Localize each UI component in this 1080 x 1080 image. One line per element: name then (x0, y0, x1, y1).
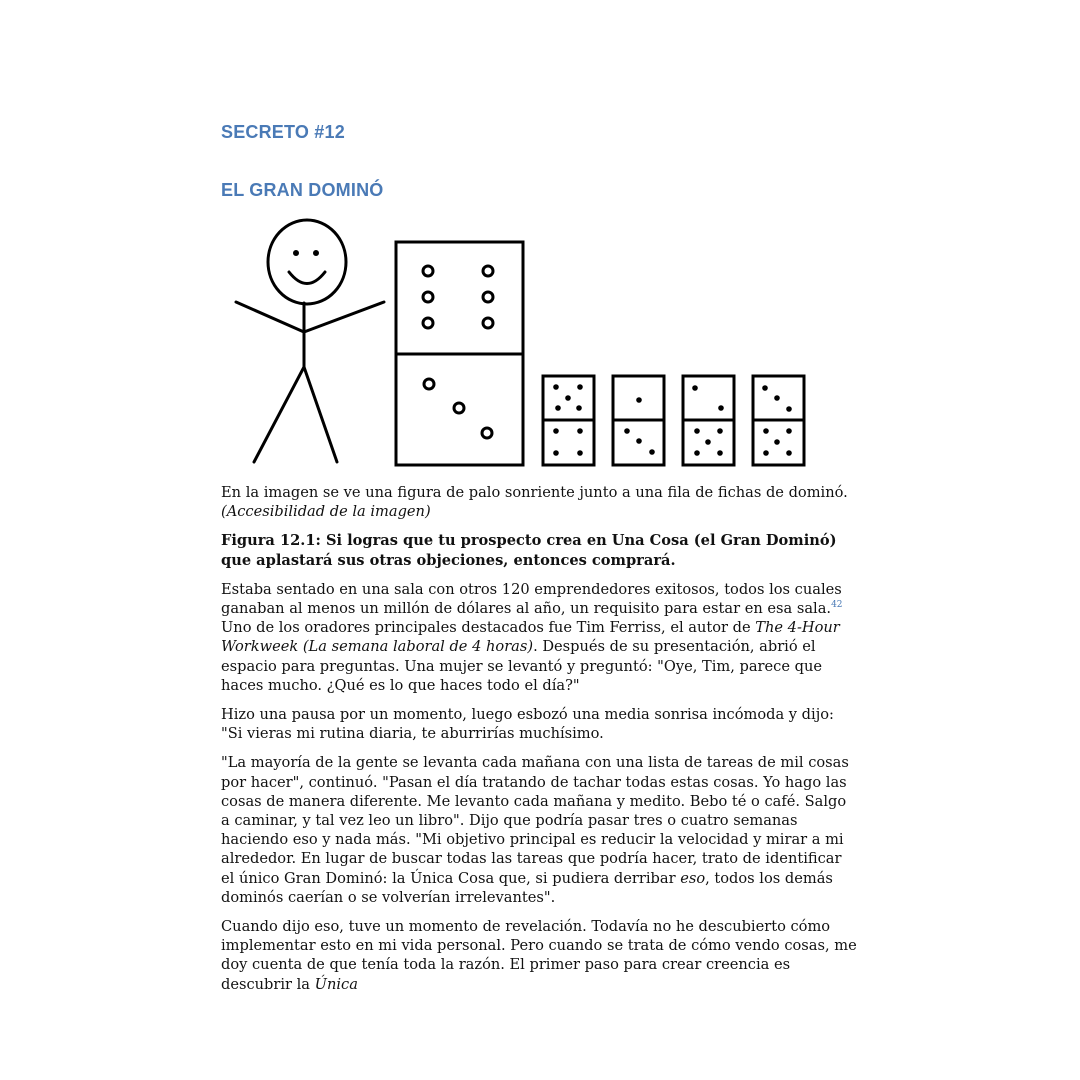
paragraph-text: Estaba sentado en una sala con otros 120 emprendedores exitosos, todos los cuales ganaban al menos un millón de dólares al año, un requisito para estar en esa sala. (221, 580, 842, 618)
body-paragraph-1 (221, 580, 859, 695)
section-number-heading: SECRETO #12 (221, 122, 345, 142)
small-domino-icon (543, 376, 594, 465)
accessibility-note: (Accesibilidad de la imagen) (221, 503, 431, 521)
emphasis-text: Única (314, 975, 358, 993)
paragraph-text: Cuando dijo eso, tuve un momento de revelación. Todavía no he descubierto cómo implementar esto en mi vida personal. Pero cuando se trata de cómo vendo cosas, me doy cuenta de que tenía toda la razón. El primer paso para crear creencia es descubrir la (221, 918, 857, 993)
figure-label: Figura 12.1: Si logras que tu prospecto crea en Una Cosa (el Gran Dominó) que aplastará sus otras objeciones, entonces comprará. (221, 532, 837, 569)
stick-figure-icon (236, 220, 384, 462)
body-paragraph-4 (221, 917, 859, 994)
document-page (221, 118, 859, 994)
body-paragraph-2: Hizo una pausa por un momento, luego esbozó una media sonrisa incómoda y dijo: "Si vieras mi rutina diaria, te aburrirías muchísimo. (221, 706, 834, 743)
small-domino-icon (683, 376, 734, 465)
emphasis-text: eso (680, 869, 706, 887)
big-domino-icon (396, 242, 523, 465)
small-domino-icon (753, 376, 804, 465)
paragraph-text: "La mayoría de la gente se levanta cada mañana con una lista de tareas de mil cosas por hacer", continuó. "Pasan el día tratando de tachar todas estas cosas. Yo hago las cosas de manera diferente. Me levanto cada mañana y medito. Bebo té o café. Salgo a caminar, y tal vez leo un libro". Dijo que podría pasar tres o cuatro semanas haciendo eso y nada más. "Mi objetivo principal es reducir la velocidad y mirar a mi alrededor. En lugar de buscar todas las tareas que podría hacer, trato de identificar el único Gran Dominó: la Única Cosa que, si pudiera derribar (221, 754, 849, 887)
paragraph-text: Uno de los oradores principales destacados fue Tim Ferriss, el autor de (221, 619, 756, 637)
figure-caption (221, 483, 859, 521)
book-title: The 4-Hour Workweek (La semana laboral de 4 horas) (221, 619, 840, 656)
section-title-heading: EL GRAN DOMINÓ (221, 180, 384, 200)
figure-illustration (219, 217, 819, 469)
domino-illustration (219, 217, 819, 469)
footnote-reference[interactable]: 42 (831, 600, 843, 611)
body-paragraph-3 (221, 753, 859, 907)
figure-description: En la imagen se ve una figura de palo sonriente junto a una fila de fichas de dominó. (221, 484, 848, 501)
small-domino-icon (613, 376, 664, 465)
paragraph-text: , todos los demás dominós caerían o se volverían irrelevantes". (221, 869, 833, 906)
paragraph-text: . Después de su presentación, abrió el espacio para preguntas. Una mujer se levantó y preguntó: "Oye, Tim, parece que haces mucho. ¿Qué es lo que haces todo el día?" (221, 638, 822, 694)
